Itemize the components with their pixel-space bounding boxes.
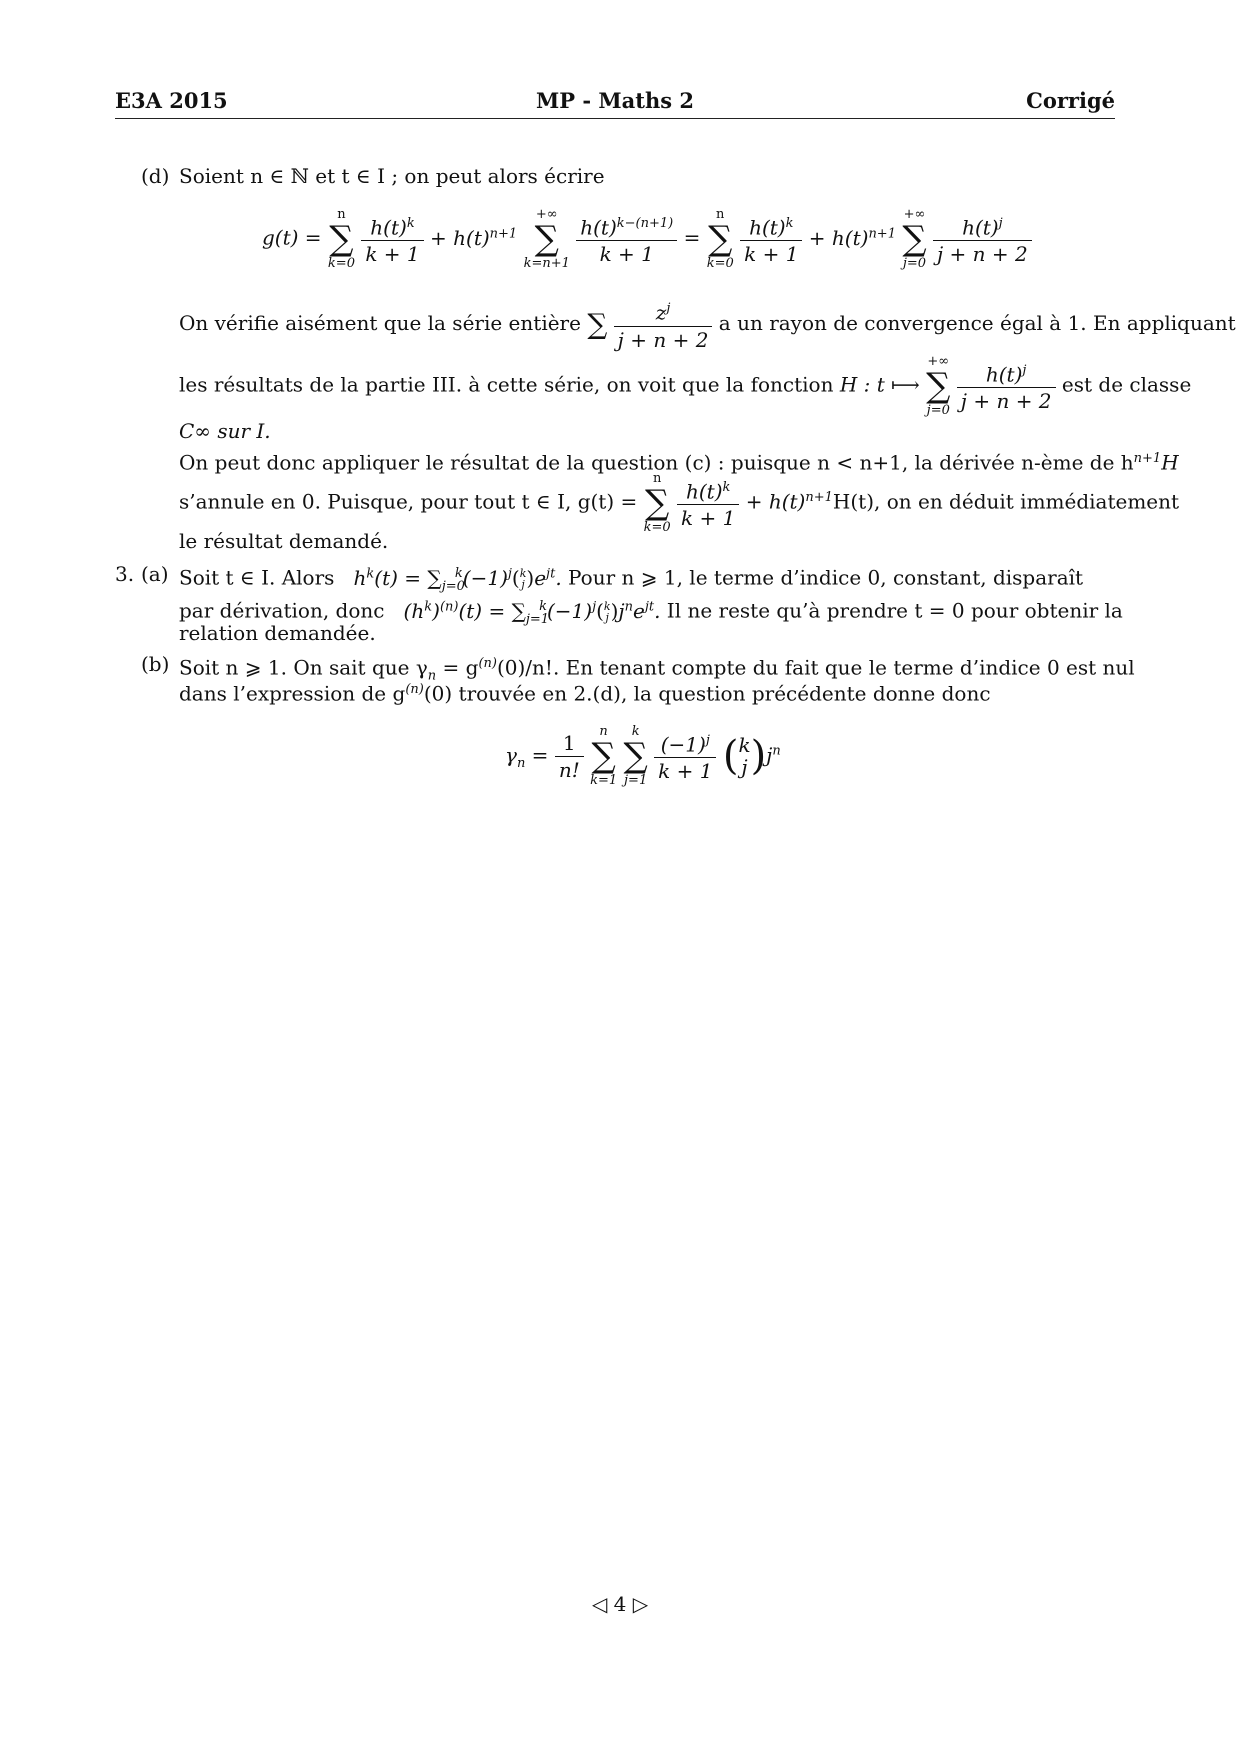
item-d-label: (d) (141, 164, 170, 188)
frac-htj-jn2: $\frac{h(t)^j}{j + n + 2}$ (933, 211, 1032, 268)
frac-htk-k1: $\frac{h(t)^k}{k + 1}$ (361, 211, 423, 268)
q3-b-line1-b: = g (436, 655, 479, 680)
q3-a-line3: relation demandée. (179, 621, 376, 645)
para-d-line5-a: s’annule en 0. Puisque, pour tout t ∈ I, g(t) = (179, 489, 638, 514)
page-header (115, 88, 1115, 118)
q3-a-line2: par dérivation, donc $(h^k)^{(n)}(t) = \sum_{j=1}^k(-1)^j(k$ $j)j^ne^{jt}$. Il ne reste qu’à prendre t = 0 pour obtenir la (179, 598, 1123, 627)
para-d-line6: le résultat demandé. (179, 529, 389, 553)
para-d-line2-b: est de classe (1061, 372, 1192, 397)
frac-minus1j: $\frac{(-1)^j}{k + 1}$ (654, 728, 716, 785)
sum-j0-inf-H: +∞ ∑ j=0 (926, 354, 951, 418)
sum-k0-n-2: n ∑ k=0 (706, 207, 734, 271)
equation-g-expansion: g(t) = n ∑ k=0 $\frac{h(t)^k}{k + 1}$ + $h(t)^{n+1}$ +∞ ∑ k=n+1 $\frac{h(t)^{k-(n+1)}}{k + 1}$ = n ∑ k=0 $\frac{h(t)^k}{k + 1}$ + $h(t)^{n+1}$ +∞ ∑ j=0 $\frac{h(t)^j}{j + n + 2}$ (262, 208, 1032, 278)
eq-lhs: g(t) = (262, 225, 322, 250)
equation-gamma-n: $\gamma_n$ = $\frac{1}{n!}$ n ∑ k=1 k ∑ j=1 $\frac{(-1)^j}{k + 1}$ (k $j)j^n$ (505, 724, 781, 788)
frac-htk-k1-2: $\frac{h(t)^k}{k + 1}$ (740, 211, 802, 268)
para-d-line5-b: + h(t) (745, 489, 806, 514)
q3-a-label: (a) (141, 562, 169, 586)
q3-b-line2-a: dans l’expression de g (179, 681, 406, 706)
frac-H-term: $\frac{h(t)^j}{j + n + 2}$ (957, 358, 1056, 415)
sum-j1-k: k ∑ j=1 (623, 724, 648, 788)
q3-b-line1: Soit n ⩾ 1. On sait que $\gamma_n = g^{(n)}(0)/n$!. En tenant compte du fait que le terme d’indice 0 est nul (179, 655, 1135, 684)
q3-b-line1-c: (0)/n!. En tenant compte du fait que le terme d’indice 0 est nul (496, 655, 1135, 680)
q3-a-line1: Soit t ∈ I. Alors $h^k(t) = \sum_{j=0}^k(-1)^j(k$ $j)e^{jt}$. Pour n ⩾ 1, le terme d’indice 0, constant, disparaît (179, 565, 1084, 594)
para-d-line4-end: H (1161, 450, 1179, 475)
frac-zj: $\frac{z^j}{j + n + 2}$ (614, 296, 713, 353)
sum-kn1-inf: +∞ ∑ k=n+1 (523, 207, 570, 271)
sum-j0-inf: +∞ ∑ j=0 (902, 207, 927, 271)
header-left: E3A 2015 (115, 88, 228, 113)
para-d-line2: les résultats de la partie III. à cette série, on voit que la fonction H : t ⟼ +∞ ∑ j=0 $\frac{h(t)^j}{j + n + 2}$ est de classe (179, 354, 1192, 418)
q3-a-line2-b: Il ne reste qu’à prendre t = 0 pour obtenir la (666, 598, 1123, 623)
para-d-line4-sup: n+1 (1133, 451, 1162, 466)
para-d-line4-a: On peut donc appliquer le résultat de la question (c) : puisque n < n+1, la dérivée n-ème de h (179, 450, 1134, 475)
sum-k0-n: n ∑ k=0 (327, 207, 355, 271)
q3-b-line1-a: Soit n ⩾ 1. On sait que γ (179, 655, 428, 680)
header-right: Corrigé (1026, 88, 1115, 113)
para-d-line1-a: On vérifie aisément que la série entière (179, 310, 581, 335)
para-d-line5-c: H(t), on en déduit immédiatement (832, 489, 1180, 514)
para-d-line5-sup: n+1 (805, 489, 833, 505)
sum-k0-n-3: n ∑ k=0 (643, 471, 671, 535)
para-d-line5 (179, 472, 1179, 534)
header-divider (115, 118, 1115, 119)
frac-htk-3: $\frac{h(t)^k}{k + 1}$ (677, 475, 739, 532)
frac-htk-shift: $\frac{h(t)^{k-(n+1)}}{k + 1}$ (576, 211, 677, 268)
q3-a-line1-a: Soit t ∈ I. Alors (179, 565, 335, 590)
q3-b-line2-b: (0) trouvée en 2.(d), la question précédente donne donc (423, 681, 991, 706)
para-d-line3: C∞ sur I. (179, 419, 271, 443)
q3-a-line2-a: par dérivation, donc (179, 598, 385, 623)
para-d-line1: On vérifie aisément que la série entière ∑ $\frac{z^j}{j + n + 2}$ a un rayon de convergence égal à 1. En appliquant (179, 296, 1115, 353)
page-number: ◁ 4 ▷ (591, 1592, 649, 1616)
sum-k1-n: n ∑ k=1 (590, 724, 618, 788)
header-center: MP - Maths 2 (536, 88, 694, 113)
frac-1-nfact: $\frac{1}{n!}$ (555, 730, 584, 783)
item-d-intro: Soient n ∈ ℕ et t ∈ I ; on peut alors écrire (179, 164, 605, 188)
q3-b-line2: dans l’expression de $g^{(n)}(0)$ trouvée en 2.(d), la question précédente donne donc (179, 681, 991, 706)
para-d-line2-a: les résultats de la partie III. à cette série, on voit que la fonction (179, 372, 834, 397)
q3-a-line1-b: Pour n ⩾ 1, le terme d’indice 0, constant, disparaît (568, 565, 1084, 590)
para-d-line1-b: a un rayon de convergence égal à 1. En appliquant (718, 310, 1236, 335)
q3-b-label: (b) (141, 652, 170, 676)
q3-number: 3. (115, 562, 135, 586)
